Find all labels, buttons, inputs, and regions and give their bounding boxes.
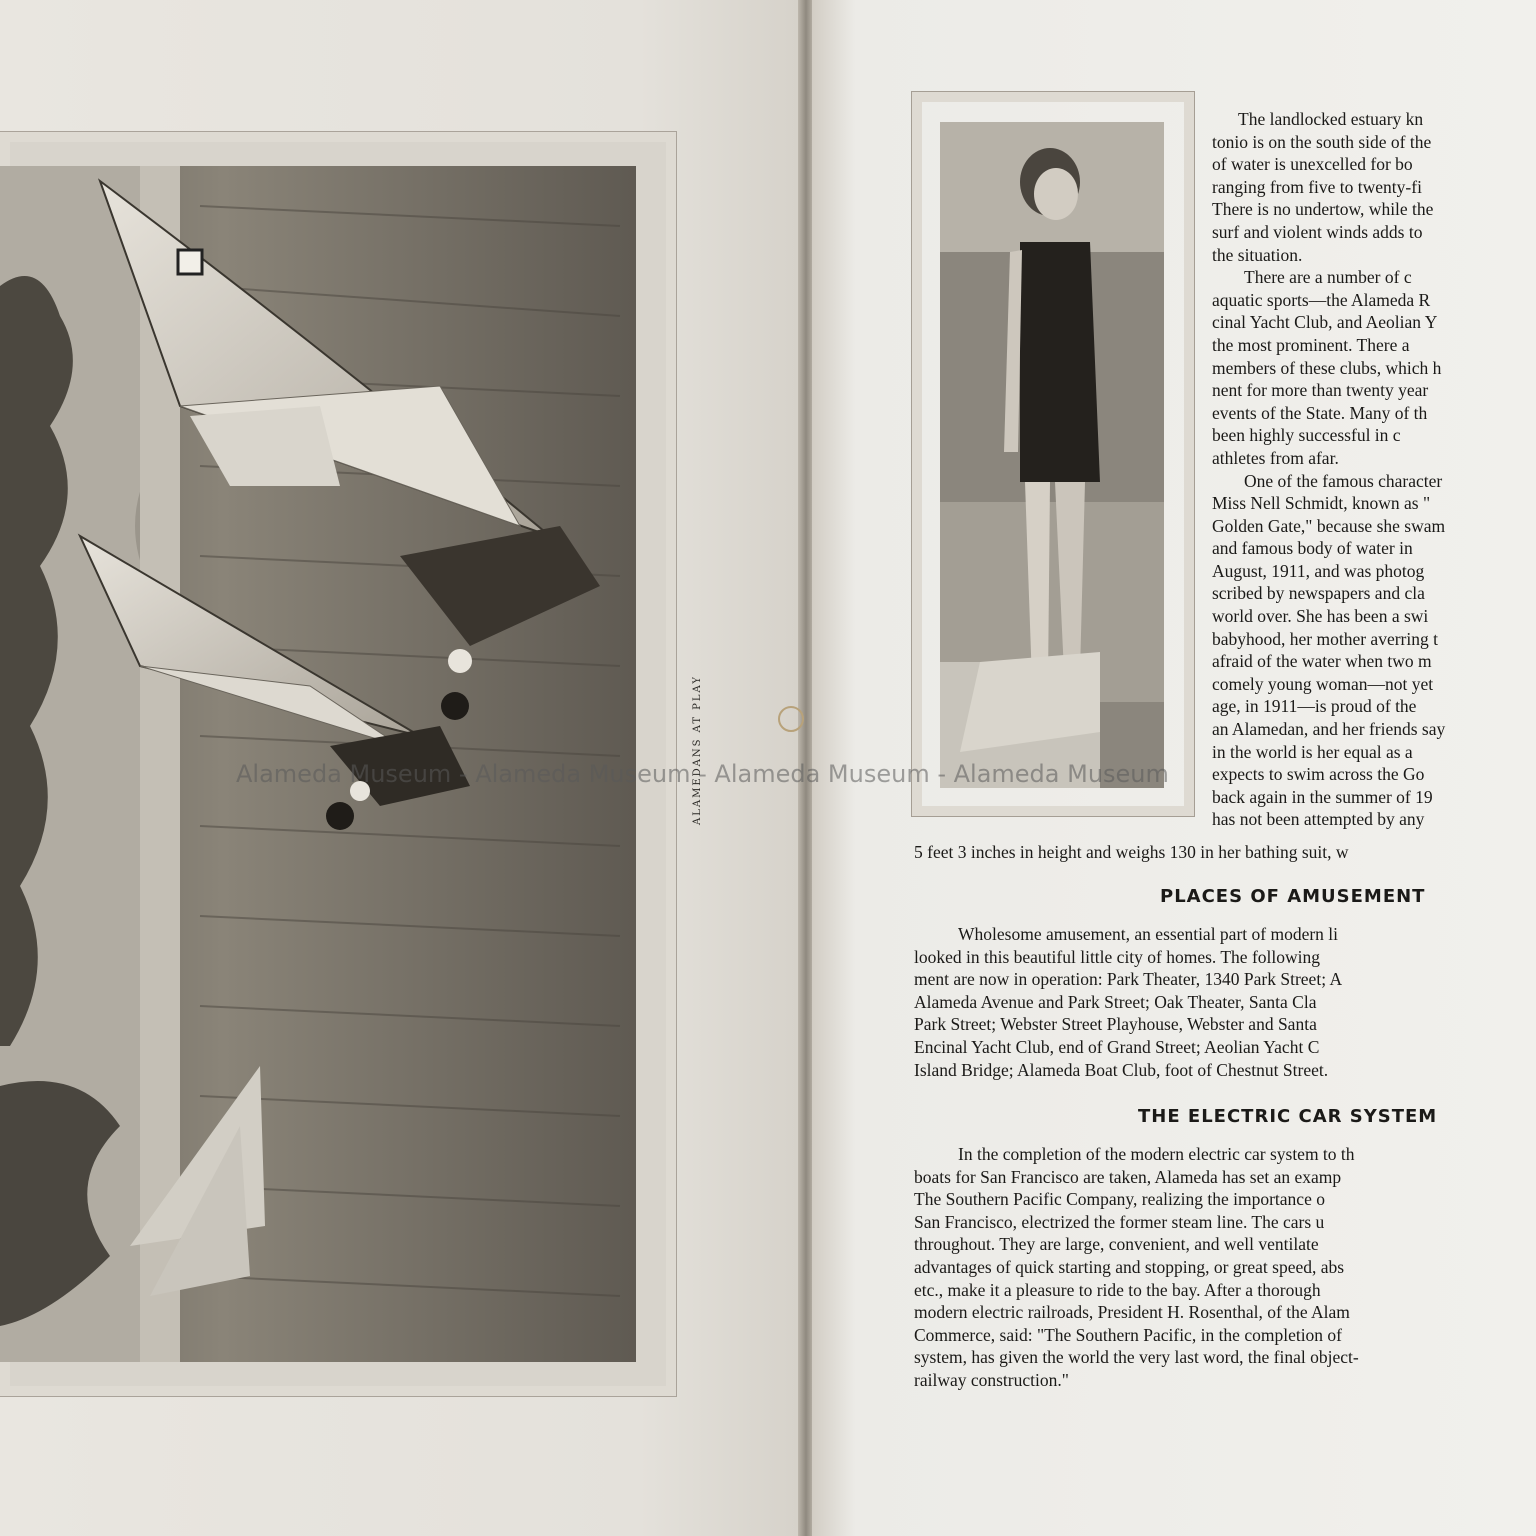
text-line: babyhood, her mother averring t (1212, 628, 1438, 649)
text-line: Golden Gate," because she swam (1212, 515, 1446, 536)
text-line: ranging from five to twenty-fi (1212, 176, 1422, 197)
full-width-line (914, 841, 1536, 864)
text-line: events of the State. Many of th (1212, 402, 1428, 423)
text-line: surf and violent winds adds to (1212, 221, 1423, 242)
text-line: Miss Nell Schmidt, known as " (1212, 493, 1431, 514)
intro-column (1212, 108, 1536, 831)
text-line: There are a number of c (1244, 267, 1412, 288)
text-line: modern electric railroads, President H. Rosenthal, of the Alam (914, 1302, 1350, 1323)
text-line: of water is unexcelled for bo (1212, 154, 1413, 175)
text-line: There is no undertow, while the (1212, 199, 1434, 220)
text-line: 5 feet 3 inches in height and weighs 130 in her bathing suit, w (914, 842, 1349, 862)
text-line: athletes from afar. (1212, 447, 1339, 468)
watermark: Alameda Museum - Alameda Museum - Alameda Museum - Alameda Museum (236, 760, 1169, 788)
text-line: age, in 1911—is proud of the (1212, 696, 1417, 717)
text-line: system, has given the world the very last word, the final object- (914, 1347, 1359, 1368)
text-line: members of these clubs, which h (1212, 357, 1442, 378)
text-line: expects to swim across the Go (1212, 764, 1425, 785)
text-line: etc., make it a pleasure to ride to the bay. After a thorough (914, 1279, 1321, 1300)
text-line: looked in this beautiful little city of homes. The following (914, 946, 1321, 967)
text-line: an Alamedan, and her friends say (1212, 719, 1446, 740)
text-line: The landlocked estuary kn (1238, 109, 1424, 129)
photo-caption: ALAMEDANS AT PLAY (692, 675, 703, 825)
text-line: and famous body of water in (1212, 538, 1413, 559)
text-line: The Southern Pacific Company, realizing the importance o (914, 1189, 1325, 1210)
text-line: Commerce, said: "The Southern Pacific, in the completion of (914, 1324, 1343, 1345)
text-line: aquatic sports—the Alameda R (1212, 289, 1431, 310)
swimmer-illustration (940, 122, 1164, 788)
text-line: Encinal Yacht Club, end of Grand Street; Aeolian Yacht C (914, 1036, 1320, 1057)
text-line: boats for San Francisco are taken, Alameda has set an examp (914, 1166, 1342, 1187)
text-line: has not been attempted by any (1212, 809, 1425, 830)
text-line: been highly successful in c (1212, 425, 1401, 446)
text-line: scribed by newspapers and cla (1212, 583, 1425, 604)
text-line: ment are now in operation: Park Theater, 1340 Park Street; A (914, 969, 1343, 990)
text-line: advantages of quick starting and stopping, or great speed, abs (914, 1256, 1345, 1277)
text-line: comely young woman—not yet (1212, 673, 1434, 694)
text-line: world over. She has been a swi (1212, 606, 1429, 627)
text-line: Park Street; Webster Street Playhouse, Webster and Santa (914, 1014, 1317, 1035)
text-line: Wholesome amusement, an essential part of modern li (958, 924, 1339, 944)
amusement-heading: PLACES OF AMUSEMENT (1160, 886, 1426, 907)
text-line: cinal Yacht Club, and Aeolian Y (1212, 312, 1438, 333)
amusement-paragraph (914, 923, 1536, 1081)
text-line: railway construction." (914, 1369, 1069, 1390)
text-line: the most prominent. There a (1212, 334, 1410, 355)
text-line: in the world is her equal as a (1212, 741, 1413, 762)
swimmer-photo (940, 122, 1164, 788)
text-line: back again in the summer of 19 (1212, 786, 1433, 807)
text-line: In the completion of the modern electric car system to th (958, 1144, 1355, 1164)
text-line: August, 1911, and was photog (1212, 560, 1425, 581)
text-line: San Francisco, electrized the former steam line. The cars u (914, 1211, 1325, 1232)
text-line: Island Bridge; Alameda Boat Club, foot of Chestnut Street. (914, 1059, 1329, 1080)
text-line: the situation. (1212, 244, 1303, 265)
text-line: throughout. They are large, convenient, and well ventilate (914, 1234, 1319, 1255)
binding-staple (778, 706, 804, 732)
text-line: nent for more than twenty year (1212, 380, 1429, 401)
text-line: afraid of the water when two m (1212, 651, 1432, 672)
electric-paragraph (914, 1143, 1536, 1392)
text-line: Alameda Avenue and Park Street; Oak Theater, Santa Cla (914, 991, 1317, 1012)
text-line: One of the famous character (1244, 470, 1443, 491)
electric-heading: THE ELECTRIC CAR SYSTEM (1138, 1106, 1438, 1127)
text-line: tonio is on the south side of the (1212, 131, 1432, 152)
